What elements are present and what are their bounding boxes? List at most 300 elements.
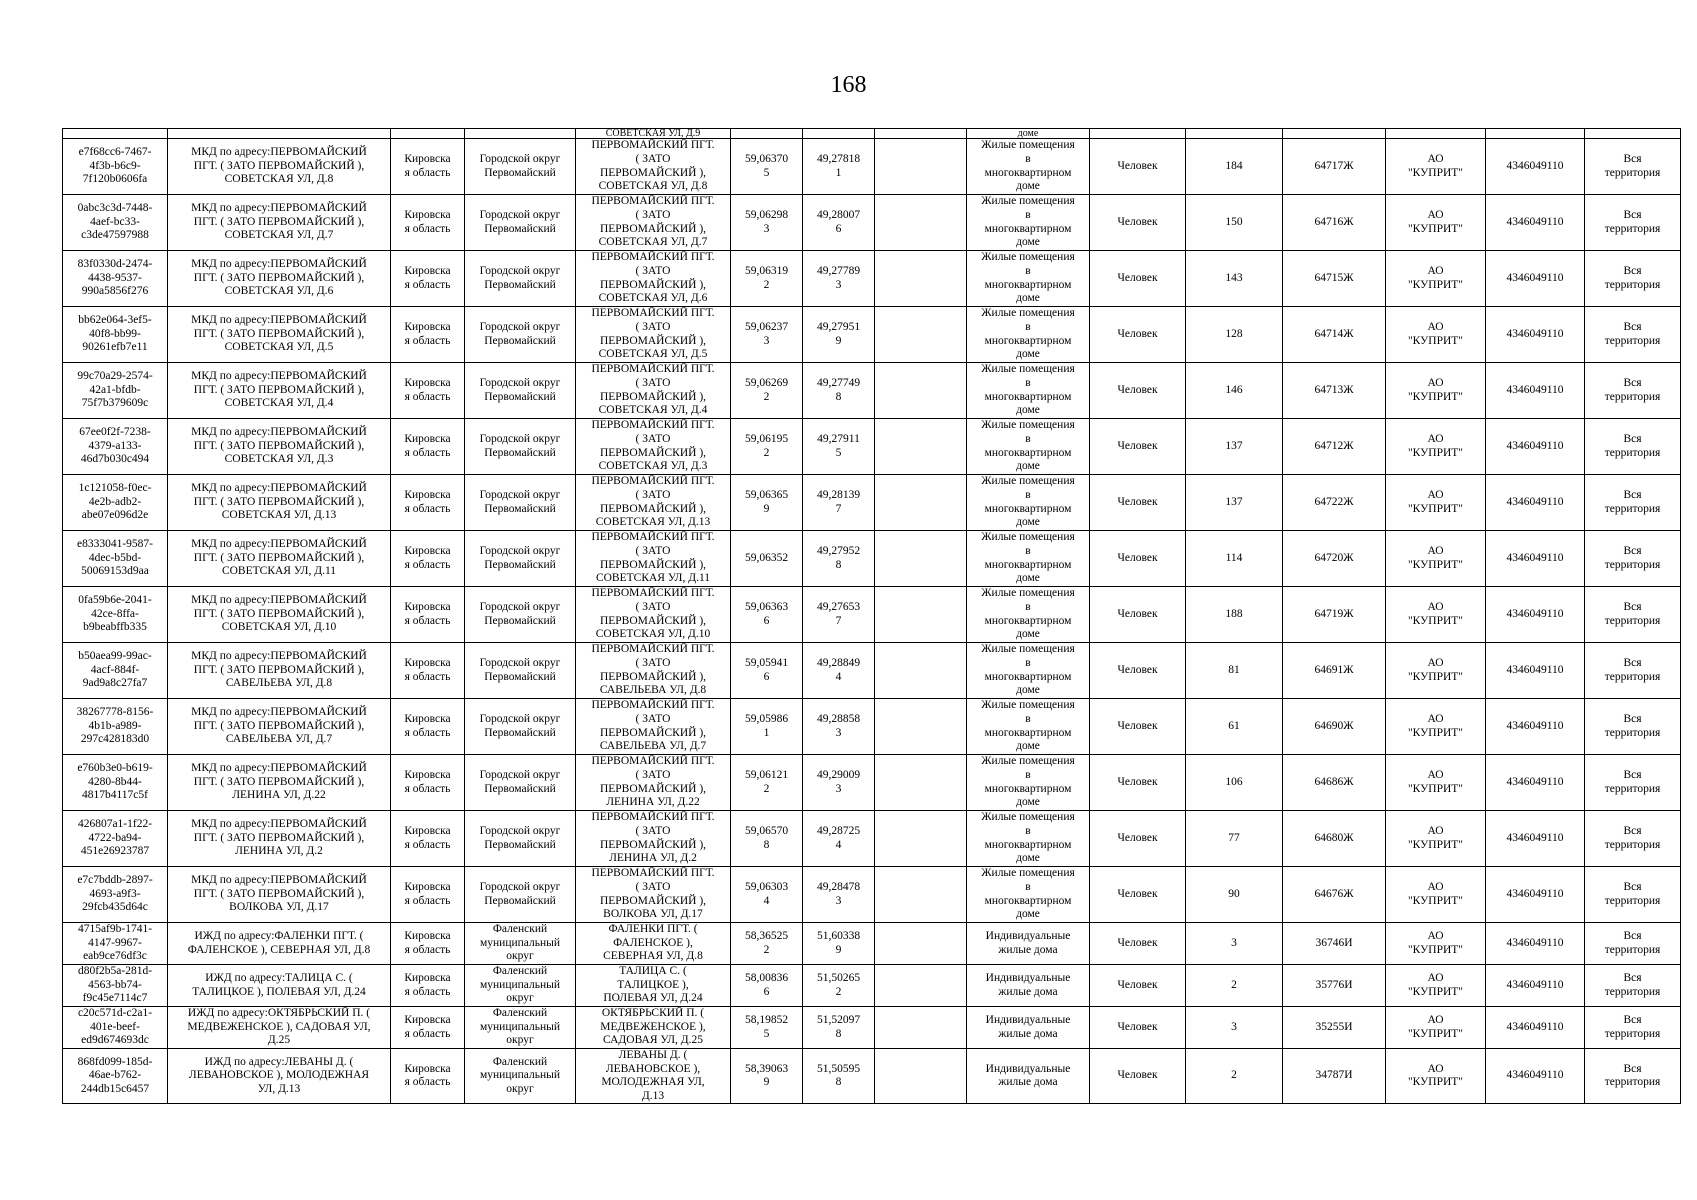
inn-cell	[1486, 129, 1585, 139]
id-line: 868fd099-185d-	[77, 1055, 153, 1068]
district-line: округ	[506, 1034, 534, 1047]
category-line: Жилые помещения	[981, 251, 1075, 264]
organization-cell	[1386, 419, 1486, 475]
organization-cell	[1386, 531, 1486, 587]
organization-line: АО	[1427, 1013, 1444, 1026]
count-cell: 106	[1186, 755, 1283, 811]
name-line: ЛЕНИНА УЛ, Д.22	[232, 789, 326, 802]
latitude-line: 6	[763, 985, 770, 998]
region-cell	[391, 363, 465, 419]
address-line: ПЕРВОМАЙСКИЙ ПГТ.	[591, 699, 715, 712]
organization-line: АО	[1427, 656, 1444, 669]
longitude-cell	[803, 811, 875, 867]
region-line: Кировска	[404, 320, 451, 333]
region-line: Кировска	[404, 712, 451, 725]
district-line: Городской округ	[479, 880, 561, 893]
territory-cell	[1585, 475, 1681, 531]
district-line: Первомайский	[484, 558, 556, 571]
territory-line: территория	[1604, 614, 1661, 627]
address-line: ПЕРВОМАЙСКИЙ ПГТ.	[591, 811, 715, 824]
organization-line: АО	[1427, 320, 1444, 333]
name-line: ПГТ. ( ЗАТО ПЕРВОМАЙСКИЙ ),	[193, 327, 365, 340]
address-line: ( ЗАТО	[635, 600, 671, 613]
count-cell: 150	[1186, 195, 1283, 251]
unit-cell: Человек	[1090, 867, 1186, 923]
table-row	[63, 531, 1681, 587]
territory-line: Вся	[1623, 488, 1642, 501]
table-row	[63, 363, 1681, 419]
unit-cell: Человек	[1090, 643, 1186, 699]
id-cell	[63, 699, 168, 755]
district-line: Фаленский	[492, 1055, 548, 1068]
name-line: САВЕЛЬЕВА УЛ, Д.7	[225, 733, 333, 746]
longitude-line: 1	[835, 166, 842, 179]
region-line: Кировска	[404, 824, 451, 837]
territory-cell	[1585, 531, 1681, 587]
organization-cell	[1386, 1049, 1486, 1104]
address-line: ПОЛЕВАЯ УЛ, Д.24	[603, 992, 703, 1005]
category-line: доме	[1016, 236, 1040, 249]
territory-line: Вся	[1623, 824, 1642, 837]
code-cell: 64712Ж	[1283, 419, 1386, 475]
organization-line: АО	[1427, 152, 1444, 165]
territory-cell	[1585, 643, 1681, 699]
id-line: 451e26923787	[80, 845, 150, 858]
address-cell	[576, 129, 731, 139]
organization-cell	[1386, 195, 1486, 251]
region-cell	[391, 867, 465, 923]
territory-line: территория	[1604, 782, 1661, 795]
organization-line: "КУПРИТ"	[1407, 782, 1463, 795]
organization-line: "КУПРИТ"	[1407, 943, 1463, 956]
latitude-line: 59,06195	[744, 432, 789, 445]
address-line: ( ЗАТО	[635, 824, 671, 837]
longitude-line: 49,27951	[816, 320, 861, 333]
name-line: МКД по адресу:ПЕРВОМАЙСКИЙ	[191, 146, 367, 159]
table-row	[63, 419, 1681, 475]
latitude-line: 59,06363	[744, 600, 789, 613]
longitude-cell	[803, 867, 875, 923]
district-cell	[465, 1049, 576, 1104]
count-cell: 3	[1186, 1007, 1283, 1049]
name-line: ПГТ. ( ЗАТО ПЕРВОМАЙСКИЙ ),	[193, 159, 365, 172]
region-cell	[391, 1049, 465, 1104]
address-cell	[576, 475, 731, 531]
category-cell	[967, 139, 1090, 195]
name-line: МКД по адресу:ПЕРВОМАЙСКИЙ	[191, 202, 367, 215]
inn-cell: 4346049110	[1486, 923, 1585, 965]
code-cell: 34787И	[1283, 1049, 1386, 1104]
territory-cell	[1585, 923, 1681, 965]
count-cell: 2	[1186, 1049, 1283, 1104]
longitude-line: 8	[835, 558, 842, 571]
name-line: ПГТ. ( ЗАТО ПЕРВОМАЙСКИЙ ),	[193, 383, 365, 396]
region-line: Кировска	[404, 544, 451, 557]
address-line: ФАЛЕНКИ ПГТ. (	[608, 923, 698, 936]
address-cell	[576, 755, 731, 811]
id-line: 4715af9b-1741-	[77, 923, 153, 936]
district-line: Городской округ	[479, 432, 561, 445]
empty-cell	[875, 129, 967, 139]
address-cell	[576, 307, 731, 363]
address-line: СОВЕТСКАЯ УЛ, Д.10	[595, 628, 711, 641]
address-line: ПЕРВОМАЙСКИЙ ПГТ.	[591, 587, 715, 600]
category-line: многоквартирном	[984, 726, 1072, 739]
organization-line: "КУПРИТ"	[1407, 838, 1463, 851]
longitude-line: 2	[835, 985, 842, 998]
address-line: ( ЗАТО	[635, 264, 671, 277]
name-line: САВЕЛЬЕВА УЛ, Д.8	[225, 677, 333, 690]
region-line: Кировска	[404, 152, 451, 165]
id-line: 46ae-b762-	[88, 1069, 142, 1082]
inn-cell: 4346049110	[1486, 251, 1585, 307]
inn-cell: 4346049110	[1486, 475, 1585, 531]
address-line: ЛЕВАНОВСКОЕ ),	[605, 1062, 701, 1075]
latitude-line: 2	[763, 278, 770, 291]
unit-cell: Человек	[1090, 1007, 1186, 1049]
address-line: ( ЗАТО	[635, 712, 671, 725]
id-line: c20c571d-c2a1-	[77, 1007, 153, 1020]
category-line: Жилые помещения	[981, 811, 1075, 824]
category-line: доме	[1016, 460, 1040, 473]
count-cell	[1186, 129, 1283, 139]
category-line: доме	[1016, 516, 1040, 529]
category-line: доме	[1016, 404, 1040, 417]
id-line: 4aef-bc33-	[90, 215, 140, 228]
id-line: e760b3e0-b619-	[77, 762, 153, 775]
table-row	[63, 251, 1681, 307]
category-line: многоквартирном	[984, 446, 1072, 459]
inn-cell: 4346049110	[1486, 1049, 1585, 1104]
territory-line: территория	[1604, 985, 1661, 998]
address-line: ТАЛИЦА С. (	[619, 965, 687, 978]
latitude-cell	[731, 811, 803, 867]
id-line: bb62e064-3ef5-	[78, 314, 152, 327]
inn-cell: 4346049110	[1486, 307, 1585, 363]
region-line: Кировска	[404, 971, 451, 984]
district-cell	[465, 419, 576, 475]
district-line: Первомайский	[484, 334, 556, 347]
id-line: d80f2b5a-281d-	[77, 965, 153, 978]
longitude-line: 9	[835, 334, 842, 347]
count-cell: 184	[1186, 139, 1283, 195]
longitude-line: 49,27749	[816, 376, 861, 389]
latitude-line: 59,06269	[744, 376, 789, 389]
longitude-cell	[803, 475, 875, 531]
address-line: ПЕРВОМАЙСКИЙ ),	[599, 614, 707, 627]
organization-line: АО	[1427, 544, 1444, 557]
address-line: ( ЗАТО	[635, 152, 671, 165]
id-line: 4379-a133-	[88, 439, 142, 452]
empty-cell	[875, 195, 967, 251]
address-line: ЛЕНИНА УЛ, Д.22	[606, 796, 700, 809]
name-line: ПГТ. ( ЗАТО ПЕРВОМАЙСКИЙ ),	[193, 495, 365, 508]
longitude-line: 3	[835, 782, 842, 795]
name-line: МКД по адресу:ПЕРВОМАЙСКИЙ	[191, 706, 367, 719]
territory-cell	[1585, 307, 1681, 363]
unit-cell: Человек	[1090, 195, 1186, 251]
address-line: ПЕРВОМАЙСКИЙ ),	[599, 558, 707, 571]
region-cell	[391, 965, 465, 1007]
count-cell: 114	[1186, 531, 1283, 587]
latitude-line: 4	[763, 894, 770, 907]
region-line: я область	[404, 838, 451, 851]
territory-line: территория	[1604, 943, 1661, 956]
inn-cell: 4346049110	[1486, 755, 1585, 811]
name-cell	[168, 811, 391, 867]
id-cell	[63, 587, 168, 643]
longitude-cell	[803, 1007, 875, 1049]
address-cell	[576, 251, 731, 307]
territory-cell	[1585, 755, 1681, 811]
region-line: я область	[404, 1027, 451, 1040]
address-line: ( ЗАТО	[635, 768, 671, 781]
name-cell	[168, 1049, 391, 1104]
unit-cell: Человек	[1090, 923, 1186, 965]
id-line: 4dec-b5bd-	[88, 551, 142, 564]
organization-line: АО	[1427, 1062, 1444, 1075]
empty-cell	[875, 1049, 967, 1104]
category-cell	[967, 1049, 1090, 1104]
district-cell	[465, 1007, 576, 1049]
longitude-cell	[803, 643, 875, 699]
organization-line: АО	[1427, 880, 1444, 893]
name-cell	[168, 965, 391, 1007]
organization-cell	[1386, 1007, 1486, 1049]
id-line: 244db15c6457	[80, 1082, 150, 1095]
table-row	[63, 755, 1681, 811]
region-cell	[391, 699, 465, 755]
territory-line: Вся	[1623, 880, 1642, 893]
category-line: в	[1025, 264, 1031, 277]
name-line: СОВЕТСКАЯ УЛ, Д.5	[224, 341, 334, 354]
district-line: Городской округ	[479, 488, 561, 501]
organization-line: "КУПРИТ"	[1407, 1027, 1463, 1040]
unit-cell: Человек	[1090, 811, 1186, 867]
territory-cell	[1585, 195, 1681, 251]
district-cell	[465, 965, 576, 1007]
organization-cell	[1386, 867, 1486, 923]
territory-line: Вся	[1623, 768, 1642, 781]
category-line: в	[1025, 824, 1031, 837]
code-cell: 64717Ж	[1283, 139, 1386, 195]
latitude-cell	[731, 363, 803, 419]
name-line: МКД по адресу:ПЕРВОМАЙСКИЙ	[191, 482, 367, 495]
address-line: СОВЕТСКАЯ УЛ, Д.3	[598, 460, 708, 473]
region-cell	[391, 587, 465, 643]
address-line: ПЕРВОМАЙСКИЙ ),	[599, 278, 707, 291]
territory-cell	[1585, 419, 1681, 475]
address-line: ( ЗАТО	[635, 320, 671, 333]
id-line: 38267778-8156-	[76, 706, 154, 719]
longitude-cell	[803, 251, 875, 307]
unit-cell: Человек	[1090, 965, 1186, 1007]
address-line: ПЕРВОМАЙСКИЙ ),	[599, 782, 707, 795]
region-line: Кировска	[404, 432, 451, 445]
district-cell	[465, 139, 576, 195]
address-line: ( ЗАТО	[635, 488, 671, 501]
address-line: СОВЕТСКАЯ УЛ, Д.4	[598, 404, 708, 417]
latitude-cell	[731, 699, 803, 755]
name-cell	[168, 867, 391, 923]
organization-cell	[1386, 307, 1486, 363]
category-line: многоквартирном	[984, 390, 1072, 403]
latitude-cell	[731, 195, 803, 251]
district-cell	[465, 867, 576, 923]
id-line: 40f8-bb99-	[89, 327, 141, 340]
latitude-line: 9	[763, 1076, 770, 1089]
district-line: округ	[506, 1082, 534, 1095]
territory-line: территория	[1604, 558, 1661, 571]
category-cell	[967, 1007, 1090, 1049]
address-cell	[576, 531, 731, 587]
address-line: ПЕРВОМАЙСКИЙ ),	[599, 166, 707, 179]
organization-cell	[1386, 699, 1486, 755]
inn-cell: 4346049110	[1486, 965, 1585, 1007]
id-cell	[63, 755, 168, 811]
id-cell	[63, 195, 168, 251]
empty-cell	[875, 699, 967, 755]
territory-line: территория	[1604, 166, 1661, 179]
category-line: многоквартирном	[984, 222, 1072, 235]
district-cell	[465, 923, 576, 965]
id-line: 90261efb7e11	[82, 341, 148, 354]
unit-cell: Человек	[1090, 419, 1186, 475]
id-cell	[63, 129, 168, 139]
id-line: 42ce-8ffa-	[91, 607, 139, 620]
latitude-line: 59,06570	[744, 824, 789, 837]
unit-cell: Человек	[1090, 139, 1186, 195]
table-row	[63, 1007, 1681, 1049]
address-line: СОВЕТСКАЯ УЛ, Д.7	[598, 236, 708, 249]
region-line: я область	[404, 894, 451, 907]
id-line: 4acf-884f-	[90, 663, 140, 676]
longitude-line: 49,28849	[816, 656, 861, 669]
empty-cell	[875, 363, 967, 419]
category-line: Жилые помещения	[981, 699, 1075, 712]
name-cell	[168, 587, 391, 643]
longitude-line: 49,27952	[816, 544, 861, 557]
category-line: в	[1025, 712, 1031, 725]
longitude-cell	[803, 755, 875, 811]
region-line: я область	[404, 943, 451, 956]
territory-line: Вся	[1623, 712, 1642, 725]
category-line: доме	[1016, 628, 1040, 641]
longitude-line: 49,27653	[816, 600, 861, 613]
region-line: я область	[404, 446, 451, 459]
latitude-cell	[731, 1049, 803, 1104]
district-cell	[465, 587, 576, 643]
address-line: ПЕРВОМАЙСКИЙ ПГТ.	[591, 643, 715, 656]
address-cell	[576, 195, 731, 251]
category-line: в	[1025, 432, 1031, 445]
territory-cell	[1585, 587, 1681, 643]
address-line: МОЛОДЕЖНАЯ УЛ,	[601, 1076, 705, 1089]
category-cell	[967, 811, 1090, 867]
name-line: ЛЕНИНА УЛ, Д.2	[235, 845, 323, 858]
region-line: я область	[404, 166, 451, 179]
longitude-line: 49,27818	[816, 152, 861, 165]
category-line: жилые дома	[998, 943, 1058, 956]
id-line: 42a1-bfdb-	[89, 383, 141, 396]
address-line: ФАЛЕНСКОЕ ),	[613, 936, 693, 949]
address-cell	[576, 867, 731, 923]
address-line: ВОЛКОВА УЛ, Д.17	[603, 908, 703, 921]
name-cell	[168, 363, 391, 419]
empty-cell	[875, 1007, 967, 1049]
address-cell	[576, 1049, 731, 1104]
longitude-cell	[803, 587, 875, 643]
territory-cell	[1585, 251, 1681, 307]
category-cell	[967, 419, 1090, 475]
address-line: ПЕРВОМАЙСКИЙ ПГТ.	[591, 307, 715, 320]
address-line: ПЕРВОМАЙСКИЙ ПГТ.	[591, 867, 715, 880]
table-row	[63, 811, 1681, 867]
latitude-cell	[731, 643, 803, 699]
unit-cell: Человек	[1090, 363, 1186, 419]
organization-line: АО	[1427, 208, 1444, 221]
name-cell	[168, 251, 391, 307]
region-line: я область	[404, 502, 451, 515]
latitude-line: 2	[763, 446, 770, 459]
id-line: b9beabffb335	[83, 621, 147, 634]
id-cell	[63, 139, 168, 195]
organization-cell	[1386, 811, 1486, 867]
count-cell: 61	[1186, 699, 1283, 755]
inn-cell: 4346049110	[1486, 531, 1585, 587]
organization-line: "КУПРИТ"	[1407, 334, 1463, 347]
latitude-line: 58,39063	[744, 1062, 789, 1075]
territory-line: Вся	[1623, 152, 1642, 165]
district-line: Городской округ	[479, 208, 561, 221]
category-line: многоквартирном	[984, 670, 1072, 683]
address-line: ( ЗАТО	[635, 656, 671, 669]
address-line: ПЕРВОМАЙСКИЙ ПГТ.	[591, 475, 715, 488]
longitude-cell	[803, 307, 875, 363]
address-line: СОВЕТСКАЯ УЛ, Д.5	[598, 348, 708, 361]
latitude-cell	[731, 531, 803, 587]
address-line: СОВЕТСКАЯ УЛ, Д.6	[598, 292, 708, 305]
latitude-line: 3	[763, 222, 770, 235]
district-line: Городской округ	[479, 824, 561, 837]
empty-cell	[875, 531, 967, 587]
latitude-line: 5	[763, 166, 770, 179]
category-cell	[967, 251, 1090, 307]
code-cell: 64714Ж	[1283, 307, 1386, 363]
address-cell	[576, 965, 731, 1007]
territory-line: территория	[1604, 726, 1661, 739]
region-cell	[391, 531, 465, 587]
id-line: 4280-8b44-	[88, 775, 142, 788]
category-line: Индивидуальные	[985, 971, 1071, 984]
address-line: ОКТЯБРЬСКИЙ П. (	[601, 1007, 705, 1020]
territory-cell	[1585, 1007, 1681, 1049]
empty-cell	[875, 251, 967, 307]
name-line: МКД по адресу:ПЕРВОМАЙСКИЙ	[191, 370, 367, 383]
id-line: 401e-beef-	[90, 1020, 140, 1033]
page-number: 168	[830, 72, 867, 98]
id-cell	[63, 531, 168, 587]
address-line: ( ЗАТО	[635, 376, 671, 389]
latitude-line: 58,36525	[744, 929, 789, 942]
region-line: я область	[404, 334, 451, 347]
territory-line: территория	[1604, 670, 1661, 683]
district-cell	[465, 811, 576, 867]
id-cell	[63, 1049, 168, 1104]
address-line: ПЕРВОМАЙСКИЙ ПГТ.	[591, 531, 715, 544]
longitude-line: 8	[835, 1076, 842, 1089]
address-line: САДОВАЯ УЛ, Д.25	[603, 1034, 703, 1047]
